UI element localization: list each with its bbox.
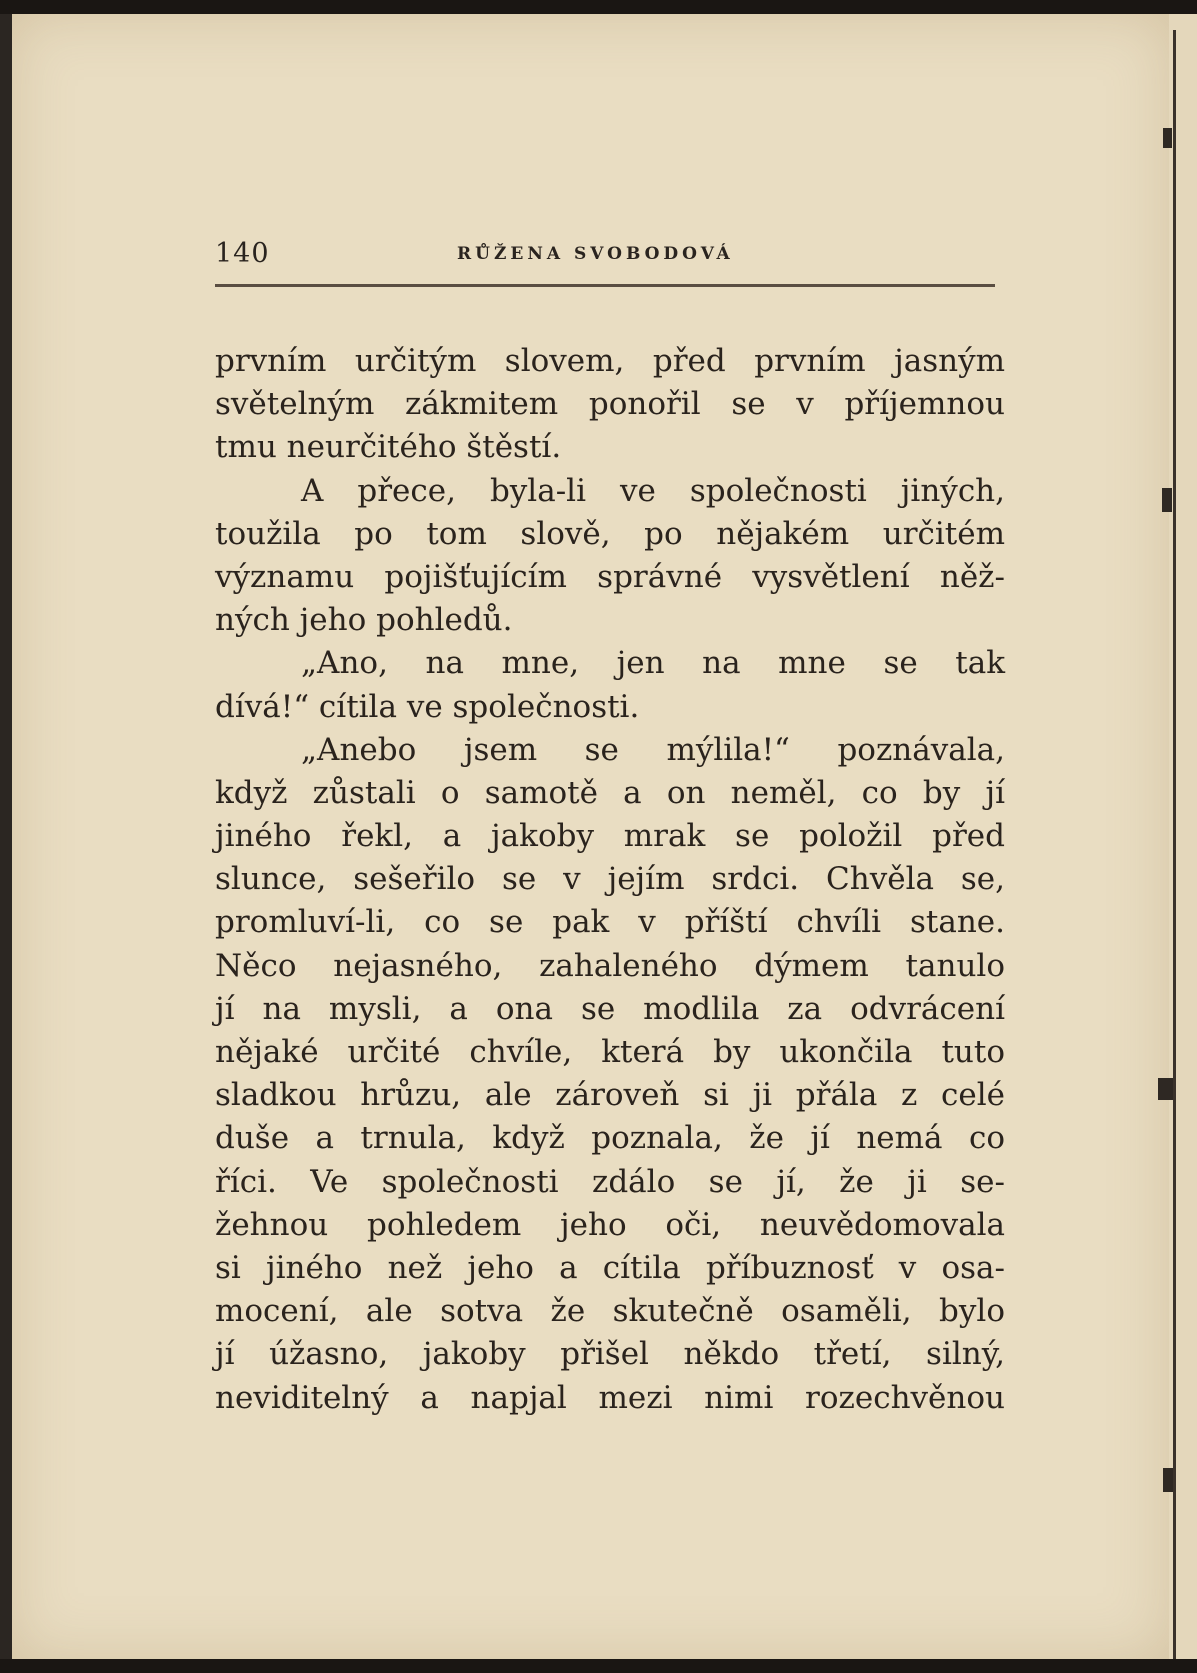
scan-bottom-border: [0, 1659, 1197, 1673]
text-line: mocení, ale sotva že skutečně osaměli, bylo: [215, 1293, 1005, 1330]
binding-mark: [1163, 1468, 1173, 1492]
text-line: si jiného než jeho a cítila příbuznosť v osa-: [215, 1249, 1005, 1286]
text-line: významu pojišťujícím správné vysvětlení něž-: [215, 558, 1005, 595]
text-line: nějaké určité chvíle, která by ukončila tuto: [215, 1034, 1005, 1070]
header-rule: [215, 284, 995, 287]
text-line: „Ano, na mne, jen na mne se tak: [301, 645, 1005, 682]
binding-mark: [1158, 1078, 1173, 1100]
text-line: ných jeho pohledů.: [215, 602, 513, 639]
text-line: toužila po tom slově, po nějakém určitém: [215, 515, 1005, 552]
text-line: sladkou hrůzu, ale zároveň si ji přála z celé: [215, 1077, 1005, 1114]
running-title: RŮŽENA SVOBODOVÁ: [457, 244, 734, 264]
text-line: prvním určitým slovem, před prvním jasným: [215, 343, 1005, 379]
text-line: tmu neurčitého štěstí.: [215, 429, 562, 466]
binding-mark: [1163, 128, 1172, 148]
text-line: dívá!“ cítila ve společnosti.: [215, 688, 640, 725]
text-line: promluví-li, co se pak v příští chvíli stane.: [215, 904, 1005, 941]
text-line: duše a trnula, když poznala, že jí nemá co: [215, 1120, 1005, 1157]
text-line: světelným zákmitem ponořil se v příjemnou: [215, 386, 1005, 423]
text-line: Něco nejasného, zahaleného dýmem tanulo: [215, 947, 1005, 984]
binding-mark: [1162, 488, 1172, 512]
text-line: když zůstali o samotě a on neměl, co by jí: [215, 774, 1005, 811]
text-line: slunce, sešeřilo se v jejím srdci. Chvěla se,: [215, 861, 1005, 898]
scan-top-border: [0, 0, 1197, 14]
body-text: [215, 340, 1005, 1420]
page-number: 140: [215, 238, 270, 269]
running-head: [215, 236, 995, 276]
binding-edge-line: [1173, 30, 1176, 1660]
text-line: říci. Ve společnosti zdálo se jí, že ji se-: [215, 1163, 1005, 1200]
text-line: neviditelný a napjal mezi nimi rozechvěnou: [215, 1379, 1005, 1416]
text-line: jí úžasno, jakoby přišel někdo třetí, silný,: [215, 1336, 1005, 1373]
text-line: „Anebo jsem se mýlila!“ poznávala,: [301, 731, 1005, 768]
text-line: jí na mysli, a ona se modlila za odvrácení: [215, 990, 1005, 1027]
text-line: jiného řekl, a jakoby mrak se položil před: [215, 818, 1005, 855]
text-line: žehnou pohledem jeho oči, neuvědomovala: [215, 1206, 1005, 1243]
text-line: A přece, byla-li ve společnosti jiných,: [301, 472, 1005, 509]
